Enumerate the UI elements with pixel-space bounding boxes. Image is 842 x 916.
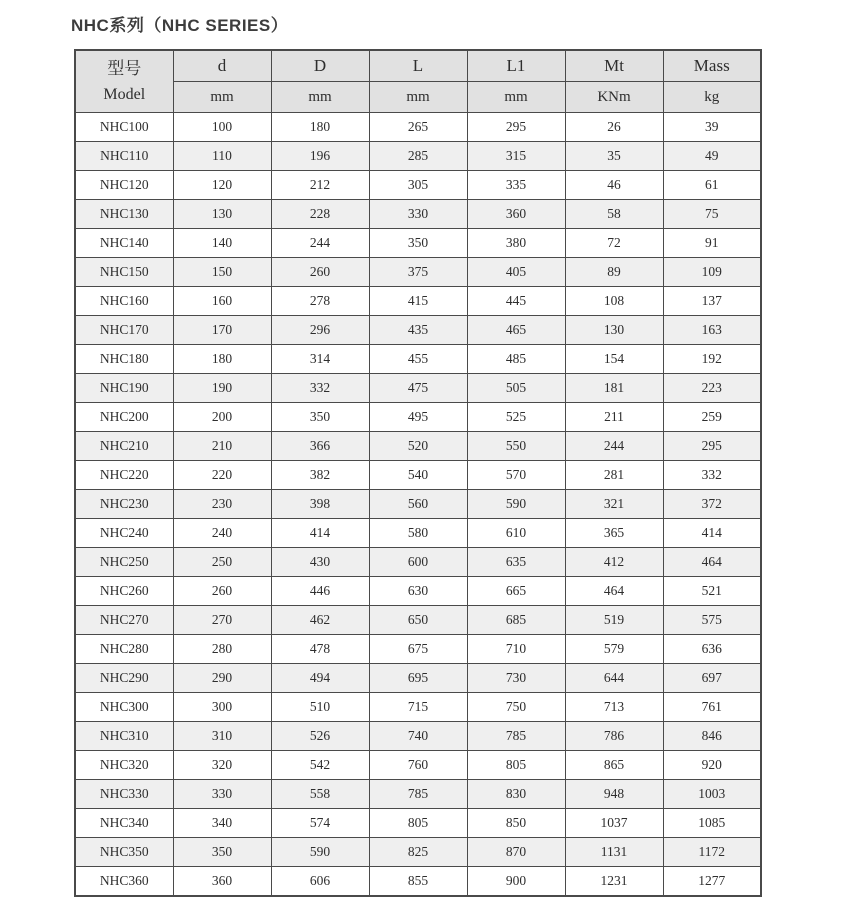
value-cell: 650 (369, 606, 467, 635)
table-row (75, 577, 761, 606)
page-title: NHC系列（NHC SERIES） (71, 16, 289, 35)
model-cell: NHC270 (75, 606, 173, 635)
value-cell: 495 (369, 403, 467, 432)
table-row (75, 664, 761, 693)
value-cell: 110 (173, 142, 271, 171)
column-header-model (75, 50, 173, 113)
table-row (75, 548, 761, 577)
value-cell: 280 (173, 635, 271, 664)
value-cell: 520 (369, 432, 467, 461)
table-row (75, 229, 761, 258)
value-cell: 485 (467, 345, 565, 374)
value-cell: 321 (565, 490, 663, 519)
value-cell: 750 (467, 693, 565, 722)
value-cell: 58 (565, 200, 663, 229)
table-row (75, 287, 761, 316)
model-cell: NHC330 (75, 780, 173, 809)
table-row (75, 635, 761, 664)
model-cell: NHC340 (75, 809, 173, 838)
value-cell: 464 (663, 548, 761, 577)
value-cell: 521 (663, 577, 761, 606)
unit-D: mm (271, 82, 369, 113)
value-cell: 405 (467, 258, 565, 287)
value-cell: 580 (369, 519, 467, 548)
value-cell: 464 (565, 577, 663, 606)
value-cell: 212 (271, 171, 369, 200)
model-cell: NHC130 (75, 200, 173, 229)
value-cell: 382 (271, 461, 369, 490)
table-row (75, 838, 761, 867)
value-cell: 1172 (663, 838, 761, 867)
column-header-D: D (271, 50, 369, 82)
value-cell: 130 (173, 200, 271, 229)
value-cell: 1037 (565, 809, 663, 838)
model-cell: NHC250 (75, 548, 173, 577)
value-cell: 100 (173, 113, 271, 142)
value-cell: 366 (271, 432, 369, 461)
table-row (75, 403, 761, 432)
value-cell: 350 (271, 403, 369, 432)
value-cell: 710 (467, 635, 565, 664)
value-cell: 526 (271, 722, 369, 751)
value-cell: 494 (271, 664, 369, 693)
model-cell: NHC230 (75, 490, 173, 519)
model-cell: NHC280 (75, 635, 173, 664)
value-cell: 855 (369, 867, 467, 897)
model-cell: NHC190 (75, 374, 173, 403)
value-cell: 108 (565, 287, 663, 316)
value-cell: 211 (565, 403, 663, 432)
value-cell: 415 (369, 287, 467, 316)
model-cell: NHC260 (75, 577, 173, 606)
value-cell: 260 (173, 577, 271, 606)
value-cell: 61 (663, 171, 761, 200)
value-cell: 560 (369, 490, 467, 519)
value-cell: 590 (467, 490, 565, 519)
value-cell: 350 (173, 838, 271, 867)
table-row (75, 461, 761, 490)
model-cell: NHC240 (75, 519, 173, 548)
value-cell: 259 (663, 403, 761, 432)
value-cell: 39 (663, 113, 761, 142)
table-row (75, 606, 761, 635)
value-cell: 240 (173, 519, 271, 548)
value-cell: 230 (173, 490, 271, 519)
column-header-L: L (369, 50, 467, 82)
value-cell: 285 (369, 142, 467, 171)
model-cell: NHC100 (75, 113, 173, 142)
value-cell: 398 (271, 490, 369, 519)
value-cell: 244 (565, 432, 663, 461)
unit-Mt: KNm (565, 82, 663, 113)
unit-L1: mm (467, 82, 565, 113)
value-cell: 360 (467, 200, 565, 229)
table-row (75, 345, 761, 374)
value-cell: 160 (173, 287, 271, 316)
value-cell: 675 (369, 635, 467, 664)
table-row (75, 780, 761, 809)
value-cell: 120 (173, 171, 271, 200)
value-cell: 1085 (663, 809, 761, 838)
value-cell: 265 (369, 113, 467, 142)
model-cell: NHC160 (75, 287, 173, 316)
value-cell: 270 (173, 606, 271, 635)
value-cell: 761 (663, 693, 761, 722)
table-row (75, 142, 761, 171)
model-cell: NHC290 (75, 664, 173, 693)
value-cell: 830 (467, 780, 565, 809)
table-row (75, 722, 761, 751)
model-cell: NHC140 (75, 229, 173, 258)
value-cell: 250 (173, 548, 271, 577)
value-cell: 223 (663, 374, 761, 403)
value-cell: 380 (467, 229, 565, 258)
column-header-d: d (173, 50, 271, 82)
value-cell: 606 (271, 867, 369, 897)
value-cell: 315 (467, 142, 565, 171)
value-cell: 446 (271, 577, 369, 606)
value-cell: 900 (467, 867, 565, 897)
value-cell: 590 (271, 838, 369, 867)
value-cell: 695 (369, 664, 467, 693)
value-cell: 140 (173, 229, 271, 258)
value-cell: 170 (173, 316, 271, 345)
value-cell: 1277 (663, 867, 761, 897)
value-cell: 635 (467, 548, 565, 577)
value-cell: 630 (369, 577, 467, 606)
value-cell: 713 (565, 693, 663, 722)
value-cell: 550 (467, 432, 565, 461)
model-header-cn: 型号 (107, 58, 142, 78)
value-cell: 365 (565, 519, 663, 548)
column-header-Mt: Mt (565, 50, 663, 82)
value-cell: 846 (663, 722, 761, 751)
value-cell: 372 (663, 490, 761, 519)
model-cell: NHC120 (75, 171, 173, 200)
value-cell: 330 (369, 200, 467, 229)
value-cell: 330 (173, 780, 271, 809)
value-cell: 295 (467, 113, 565, 142)
table-row (75, 519, 761, 548)
value-cell: 109 (663, 258, 761, 287)
value-cell: 948 (565, 780, 663, 809)
value-cell: 49 (663, 142, 761, 171)
value-cell: 320 (173, 751, 271, 780)
header-label-row (75, 50, 761, 82)
value-cell: 570 (467, 461, 565, 490)
value-cell: 445 (467, 287, 565, 316)
value-cell: 785 (467, 722, 565, 751)
value-cell: 150 (173, 258, 271, 287)
value-cell: 89 (565, 258, 663, 287)
value-cell: 542 (271, 751, 369, 780)
value-cell: 72 (565, 229, 663, 258)
value-cell: 220 (173, 461, 271, 490)
table-body (75, 113, 761, 897)
value-cell: 1003 (663, 780, 761, 809)
value-cell: 75 (663, 200, 761, 229)
table-row (75, 200, 761, 229)
value-cell: 91 (663, 229, 761, 258)
value-cell: 579 (565, 635, 663, 664)
value-cell: 600 (369, 548, 467, 577)
value-cell: 505 (467, 374, 565, 403)
value-cell: 519 (565, 606, 663, 635)
value-cell: 730 (467, 664, 565, 693)
column-header-L1: L1 (467, 50, 565, 82)
value-cell: 310 (173, 722, 271, 751)
table-row (75, 693, 761, 722)
value-cell: 296 (271, 316, 369, 345)
model-cell: NHC200 (75, 403, 173, 432)
value-cell: 130 (565, 316, 663, 345)
table-row (75, 113, 761, 142)
value-cell: 412 (565, 548, 663, 577)
table-row (75, 316, 761, 345)
model-cell: NHC310 (75, 722, 173, 751)
value-cell: 435 (369, 316, 467, 345)
value-cell: 46 (565, 171, 663, 200)
value-cell: 644 (565, 664, 663, 693)
table-row (75, 809, 761, 838)
value-cell: 715 (369, 693, 467, 722)
unit-Mass: kg (663, 82, 761, 113)
value-cell: 192 (663, 345, 761, 374)
value-cell: 190 (173, 374, 271, 403)
value-cell: 26 (565, 113, 663, 142)
unit-L: mm (369, 82, 467, 113)
unit-d: mm (173, 82, 271, 113)
value-cell: 375 (369, 258, 467, 287)
model-cell: NHC180 (75, 345, 173, 374)
table-row (75, 867, 761, 897)
nhc-series-spec-table (74, 49, 762, 897)
value-cell: 414 (663, 519, 761, 548)
value-cell: 525 (467, 403, 565, 432)
value-cell: 430 (271, 548, 369, 577)
model-cell: NHC220 (75, 461, 173, 490)
value-cell: 305 (369, 171, 467, 200)
model-cell: NHC210 (75, 432, 173, 461)
value-cell: 244 (271, 229, 369, 258)
value-cell: 665 (467, 577, 565, 606)
value-cell: 180 (271, 113, 369, 142)
value-cell: 332 (663, 461, 761, 490)
value-cell: 540 (369, 461, 467, 490)
value-cell: 760 (369, 751, 467, 780)
value-cell: 340 (173, 809, 271, 838)
value-cell: 785 (369, 780, 467, 809)
table-row (75, 171, 761, 200)
table-row (75, 490, 761, 519)
value-cell: 1131 (565, 838, 663, 867)
model-cell: NHC350 (75, 838, 173, 867)
value-cell: 575 (663, 606, 761, 635)
value-cell: 360 (173, 867, 271, 897)
value-cell: 228 (271, 200, 369, 229)
value-cell: 414 (271, 519, 369, 548)
value-cell: 825 (369, 838, 467, 867)
value-cell: 290 (173, 664, 271, 693)
model-cell: NHC170 (75, 316, 173, 345)
model-cell: NHC360 (75, 867, 173, 897)
value-cell: 163 (663, 316, 761, 345)
value-cell: 462 (271, 606, 369, 635)
value-cell: 180 (173, 345, 271, 374)
table-row (75, 374, 761, 403)
value-cell: 805 (369, 809, 467, 838)
model-header-en: Model (103, 85, 146, 103)
value-cell: 455 (369, 345, 467, 374)
value-cell: 850 (467, 809, 565, 838)
value-cell: 697 (663, 664, 761, 693)
value-cell: 805 (467, 751, 565, 780)
value-cell: 295 (663, 432, 761, 461)
value-cell: 558 (271, 780, 369, 809)
value-cell: 314 (271, 345, 369, 374)
model-cell: NHC110 (75, 142, 173, 171)
value-cell: 510 (271, 693, 369, 722)
value-cell: 475 (369, 374, 467, 403)
value-cell: 154 (565, 345, 663, 374)
value-cell: 1231 (565, 867, 663, 897)
value-cell: 920 (663, 751, 761, 780)
model-cell: NHC150 (75, 258, 173, 287)
value-cell: 137 (663, 287, 761, 316)
value-cell: 574 (271, 809, 369, 838)
value-cell: 181 (565, 374, 663, 403)
value-cell: 870 (467, 838, 565, 867)
value-cell: 278 (271, 287, 369, 316)
value-cell: 685 (467, 606, 565, 635)
column-header-Mass: Mass (663, 50, 761, 82)
value-cell: 281 (565, 461, 663, 490)
table-row (75, 432, 761, 461)
table-row (75, 751, 761, 780)
value-cell: 300 (173, 693, 271, 722)
value-cell: 465 (467, 316, 565, 345)
value-cell: 636 (663, 635, 761, 664)
value-cell: 332 (271, 374, 369, 403)
value-cell: 786 (565, 722, 663, 751)
value-cell: 210 (173, 432, 271, 461)
table-header (75, 50, 761, 113)
value-cell: 35 (565, 142, 663, 171)
value-cell: 478 (271, 635, 369, 664)
table-row (75, 258, 761, 287)
value-cell: 740 (369, 722, 467, 751)
value-cell: 335 (467, 171, 565, 200)
value-cell: 260 (271, 258, 369, 287)
value-cell: 865 (565, 751, 663, 780)
header-unit-row (75, 82, 761, 113)
value-cell: 610 (467, 519, 565, 548)
model-cell: NHC320 (75, 751, 173, 780)
value-cell: 200 (173, 403, 271, 432)
model-cell: NHC300 (75, 693, 173, 722)
value-cell: 350 (369, 229, 467, 258)
value-cell: 196 (271, 142, 369, 171)
